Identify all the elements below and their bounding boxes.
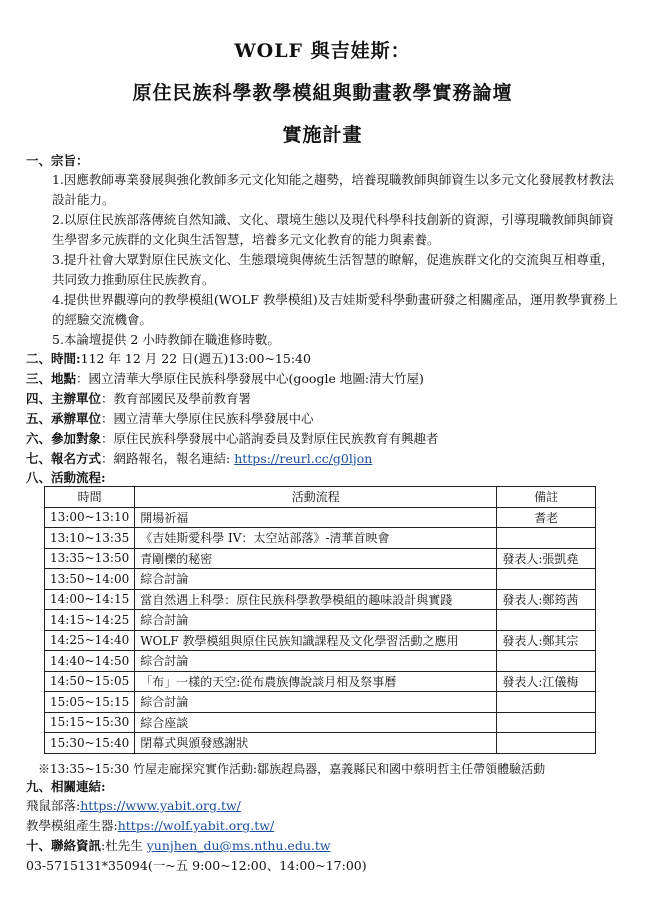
link-line-yabit <box>26 798 241 814</box>
link-prefix: 飛鼠部落: <box>26 798 81 813</box>
schedule-cell-time: 13:10~13:35 <box>45 528 135 549</box>
schedule-cell-note <box>497 651 596 672</box>
schedule-row <box>45 671 596 692</box>
doc-title-line1: WOLF 與吉娃斯： <box>234 40 411 62</box>
schedule-row <box>45 651 596 672</box>
contact-phone: 03-5715131*35094(一~五 9:00~12:00、14:00~17:00) <box>26 858 367 873</box>
schedule-row <box>45 610 596 631</box>
schedule-cell-note <box>497 528 596 549</box>
purpose-item-2: 2.以原住民族部落傳統自然知識、文化、環境生態以及現代科學科技創新的資源，引導現職教師與師資生學習多元族群的文化與生活智慧，培養多元文化教育的能力與素養。 <box>52 212 614 247</box>
schedule-row <box>45 528 596 549</box>
purpose-item-4: 4.提供世界觀導向的教學模組(WOLF 教學模組)及吉娃斯愛科學動畫研發之相關產品，運用教學實務上的經驗交流機會。 <box>52 292 618 327</box>
schedule-row <box>45 507 596 528</box>
contact-value: :杜先生 <box>101 838 147 853</box>
schedule-cell-note <box>497 712 596 733</box>
signup-value: ：網路報名，報名連結: <box>101 451 235 466</box>
schedule-row <box>45 630 596 651</box>
time-value: 112 年 12 月 22 日(週五)13:00~15:40 <box>80 351 311 366</box>
schedule-cell-time: 13:35~13:50 <box>45 548 135 569</box>
schedule-cell-activity: 綜合討論 <box>135 569 497 590</box>
section-audience: 六、參加對象：原住民族科學發展中心諮詢委員及對原住民族教育有興趣者 <box>26 431 439 446</box>
schedule-cell-note: 發表人:江儀梅 <box>497 671 596 692</box>
schedule-cell-note <box>497 610 596 631</box>
schedule-cell-time: 14:40~14:50 <box>45 651 135 672</box>
schedule-header-note: 備註 <box>497 487 596 508</box>
section-purpose-label: 一、宗旨： <box>26 153 89 168</box>
contact-email-link[interactable]: yunjhen_du@ms.nthu.edu.tw <box>146 838 331 853</box>
schedule-cell-time: 15:05~15:15 <box>45 692 135 713</box>
purpose-item-3: 3.提升社會大眾對原住民族文化、生態環境與傳統生活智慧的瞭解，促進族群文化的交流與互相尊重，共同致力推動原住民族教育。 <box>52 252 614 287</box>
wolf-link[interactable]: https://wolf.yabit.org.tw/ <box>117 818 275 833</box>
schedule-cell-time: 13:50~14:00 <box>45 569 135 590</box>
section-signup: 七、報名方式：網路報名，報名連結: https://reurl.cc/g0ljon <box>26 451 373 466</box>
section-links-label: 九、相關連結: <box>26 779 106 794</box>
section-schedule-label: 八、活動流程: <box>26 470 106 485</box>
purpose-item-5: 5.本論壇提供 2 小時教師在職進修時數。 <box>52 332 280 347</box>
schedule-cell-activity: 當自然遇上科學：原住民族科學教學模組的趣味設計與實踐 <box>135 589 497 610</box>
schedule-cell-note: 發表人:鄭其宗 <box>497 630 596 651</box>
schedule-cell-time: 15:30~15:40 <box>45 733 135 754</box>
schedule-cell-time: 14:00~14:15 <box>45 589 135 610</box>
host-value: ：國立清華大學原住民族科學發展中心 <box>101 411 314 426</box>
schedule-cell-activity: 綜合座談 <box>135 712 497 733</box>
schedule-header-time: 時間 <box>45 487 135 508</box>
schedule-cell-time: 14:50~15:05 <box>45 671 135 692</box>
schedule-cell-time: 14:25~14:40 <box>45 630 135 651</box>
organizer-value: ：教育部國民及學前教育署 <box>101 391 252 406</box>
schedule-cell-activity: 開場祈福 <box>135 507 497 528</box>
schedule-cell-note: 發表人:鄭筠茜 <box>497 589 596 610</box>
section-host: 五、承辦單位：國立清華大學原住民族科學發展中心 <box>26 411 314 426</box>
doc-title-line3: 實施計畫 <box>282 124 363 146</box>
schedule-cell-activity: 綜合討論 <box>135 610 497 631</box>
link-prefix: 教學模組產生器: <box>26 818 118 833</box>
schedule-row <box>45 569 596 590</box>
schedule-row <box>45 692 596 713</box>
schedule-footnote: ※13:35~15:30 竹屋走廊探究實作活動:鄒族趕鳥器，嘉義縣民和國中蔡明哲主任帶領體驗活動 <box>38 762 546 776</box>
schedule-cell-note: 發表人:張凱堯 <box>497 548 596 569</box>
schedule-cell-note <box>497 692 596 713</box>
schedule-cell-activity: 綜合討論 <box>135 651 497 672</box>
schedule-cell-time: 13:00~13:10 <box>45 507 135 528</box>
schedule-row <box>45 548 596 569</box>
signup-link[interactable]: https://reurl.cc/g0ljon <box>234 451 373 466</box>
place-value: ：國立清華大學原住民族科學發展中心(google 地圖:清大竹屋) <box>76 371 424 386</box>
schedule-cell-activity: 閉幕式與頒發感謝狀 <box>135 733 497 754</box>
yabit-link[interactable]: https://www.yabit.org.tw/ <box>80 798 241 813</box>
schedule-cell-note <box>497 733 596 754</box>
schedule-cell-note <box>497 569 596 590</box>
schedule-header-row <box>45 487 596 508</box>
schedule-cell-activity: 青剛櫟的秘密 <box>135 548 497 569</box>
link-line-wolf <box>26 818 274 834</box>
section-organizer: 四、主辦單位：教育部國民及學前教育署 <box>26 391 252 406</box>
section-contact: 十、聯絡資訊:杜先生 yunjhen_du@ms.nthu.edu.tw <box>26 838 331 853</box>
schedule-cell-activity: WOLF 教學模組與原住民族知識課程及文化學習活動之應用 <box>135 630 497 651</box>
schedule-cell-time: 15:15~15:30 <box>45 712 135 733</box>
schedule-table <box>44 486 596 754</box>
section-place: 三、地點：國立清華大學原住民族科學發展中心(google 地圖:清大竹屋) <box>26 371 424 386</box>
schedule-cell-time: 14:15~14:25 <box>45 610 135 631</box>
schedule-row <box>45 733 596 754</box>
schedule-row <box>45 589 596 610</box>
schedule-cell-activity: 「布」一樣的天空:從布農族傳說談月相及祭事曆 <box>135 671 497 692</box>
purpose-item-1: 1.因應教師專業發展與強化教師多元文化知能之趨勢，培養現職教師與師資生以多元文化發展教材教法設計能力。 <box>52 172 614 207</box>
audience-value: ：原住民族科學發展中心諮詢委員及對原住民族教育有興趣者 <box>101 431 439 446</box>
schedule-header-activity: 活動流程 <box>135 487 497 508</box>
schedule-cell-activity: 綜合討論 <box>135 692 497 713</box>
section-time: 二、時間:112 年 12 月 22 日(週五)13:00~15:40 <box>26 351 311 366</box>
doc-title-line2: 原住民族科學教學模組與動畫教學實務論壇 <box>132 82 513 104</box>
schedule-cell-activity: 《吉娃斯愛科學 IV：太空站部落》-清華首映會 <box>135 528 497 549</box>
schedule-cell-note: 耆老 <box>497 507 596 528</box>
schedule-row <box>45 712 596 733</box>
